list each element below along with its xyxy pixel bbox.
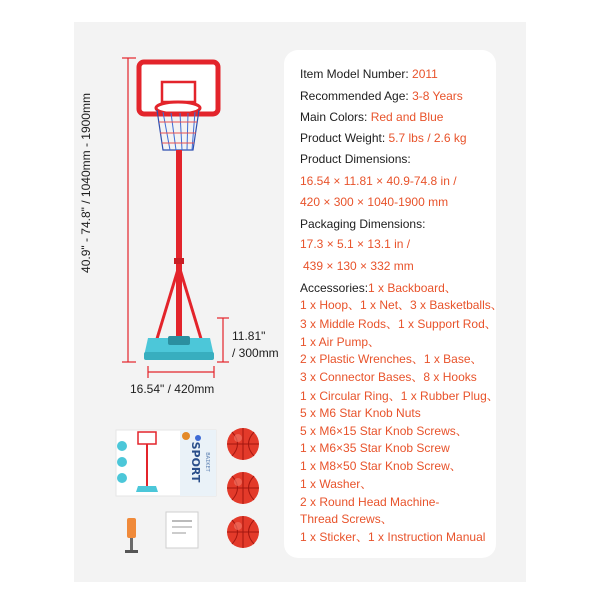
spec-model-label: Item Model Number:	[300, 67, 409, 81]
spec-dimensions-line2: 420 × 300 × 1040-1900 mm	[300, 195, 449, 209]
depth-dimension-label	[232, 328, 279, 362]
spec-model-value: 2011	[412, 67, 438, 81]
spec-age	[300, 89, 463, 103]
spec-accessory-line: 5 x M6×15 Star Knob Screws、	[300, 424, 468, 438]
spec-accessory-line: 3 x Middle Rods、1 x Support Rod、	[300, 317, 497, 331]
spec-accessory-line: 1 x M6×35 Star Knob Screw	[300, 441, 450, 455]
spec-age-label: Recommended Age:	[300, 89, 409, 103]
spec-accessory-line: 1 x Air Pump、	[300, 335, 381, 349]
instruction-manual-icon	[166, 512, 198, 548]
spec-model	[300, 67, 438, 81]
depth-mm: / 300mm	[232, 346, 279, 360]
spec-weight-value: 5.7 lbs / 2.6 kg	[388, 131, 467, 145]
width-dimension-label: 16.54" / 420mm	[130, 382, 215, 396]
spec-weight	[300, 131, 467, 145]
height-dimension-label: 40.9" - 74.8" / 1040mm - 1900mm	[79, 93, 93, 273]
package-brand-subtext: ΒΑΣΚΕΤ	[204, 452, 210, 472]
spec-accessory-line: 5 x M6 Star Knob Nuts	[300, 406, 421, 420]
spec-accessory-line: 1 x Washer、	[300, 477, 373, 491]
basketball-icon	[227, 516, 259, 548]
depth-dimension-line	[217, 318, 229, 362]
spec-accessory-line: 2 x Round Head Machine-	[300, 495, 440, 509]
spec-colors-value: Red and Blue	[370, 110, 444, 124]
basketball-icon	[227, 428, 259, 460]
package-box-icon	[116, 430, 216, 496]
depth-inches: 11.81"	[232, 329, 266, 343]
spec-accessory-line: Thread Screws、	[300, 512, 393, 526]
basketball-icon	[227, 472, 259, 504]
spec-accessory-line: 3 x Connector Bases、8 x Hooks	[300, 370, 477, 384]
air-pump-icon	[125, 518, 138, 553]
spec-accessory-line: 1 x M8×50 Star Knob Screw、	[300, 459, 462, 473]
spec-weight-label: Product Weight:	[300, 131, 386, 145]
spec-dimensions-label: Product Dimensions:	[300, 152, 411, 166]
spec-accessories-label: Accessories:	[300, 281, 369, 295]
spec-dimensions-line1: 16.54 × 11.81 × 40.9-74.8 in /	[300, 174, 457, 188]
spec-accessories-first: 1 x Backboard、	[368, 281, 457, 295]
spec-packaging-line2: 439 × 130 × 332 mm	[303, 259, 414, 273]
spec-age-value: 3-8 Years	[412, 89, 463, 103]
basketball-hoop-icon	[139, 62, 218, 360]
package-brand-text: SPORT	[189, 441, 202, 483]
spec-colors	[300, 110, 443, 124]
spec-packaging-label: Packaging Dimensions:	[300, 217, 426, 231]
spec-accessories	[300, 281, 457, 295]
spec-colors-label: Main Colors:	[300, 110, 368, 124]
spec-accessory-line: 1 x Circular Ring、1 x Rubber Plug、	[300, 389, 499, 403]
spec-accessory-line: 2 x Plastic Wrenches、1 x Base、	[300, 352, 483, 366]
width-dimension-line	[148, 366, 214, 378]
spec-accessory-line: 1 x Hoop、1 x Net、3 x Basketballs、	[300, 298, 503, 312]
height-dimension-line	[122, 58, 136, 362]
spec-packaging-line1: 17.3 × 5.1 × 13.1 in /	[300, 237, 411, 251]
spec-accessory-line: 1 x Sticker、1 x Instruction Manual	[300, 530, 486, 544]
